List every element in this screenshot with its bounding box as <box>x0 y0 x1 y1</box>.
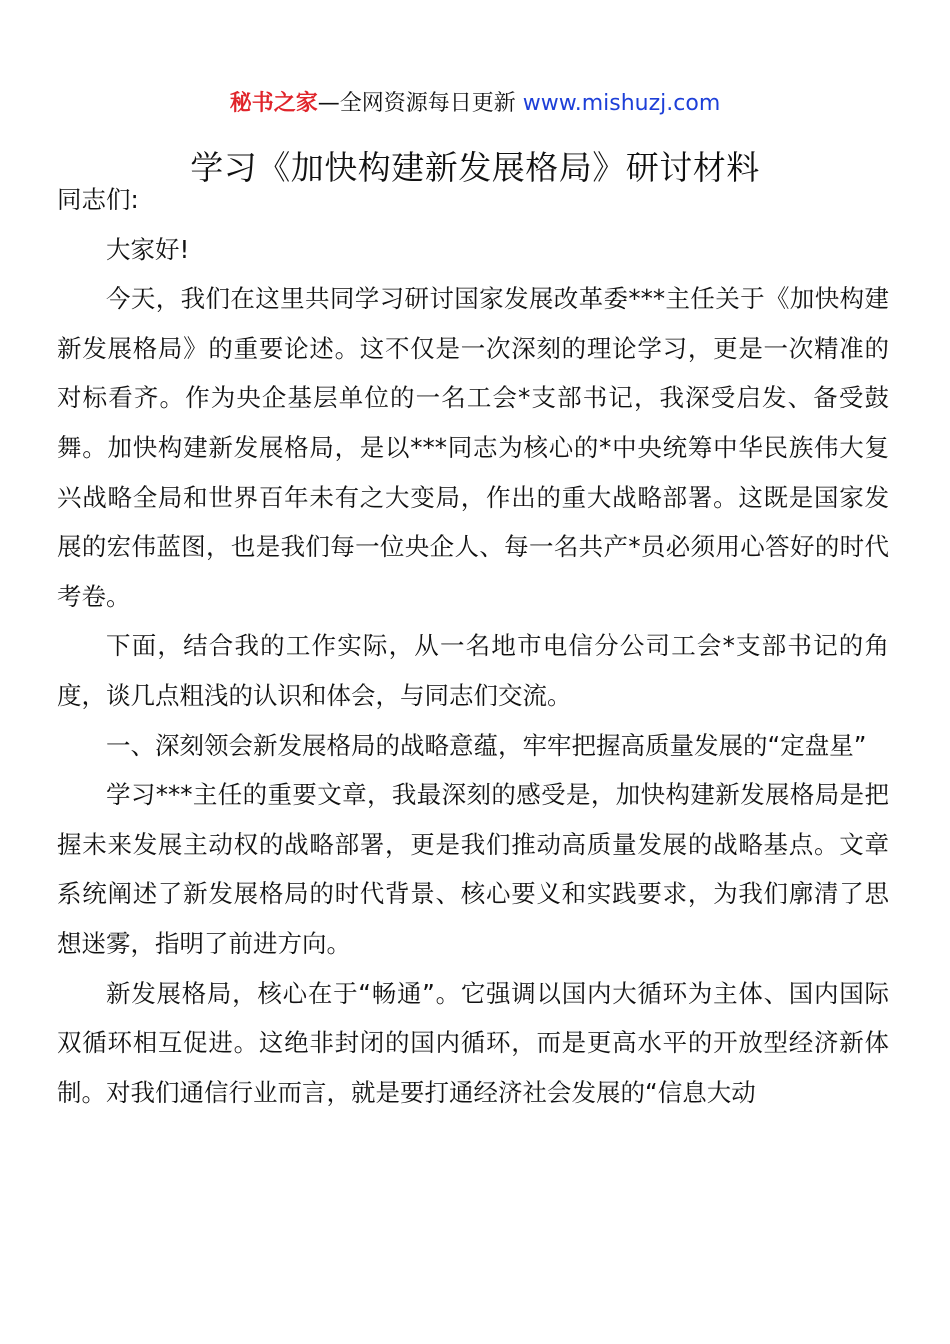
site-url-link[interactable]: www.mishuzj.com <box>522 91 721 116</box>
section-heading: 一、深刻领会新发展格局的战略意蕴，牢牢把握高质量发展的“定盘星” <box>106 730 867 760</box>
salutation: 同志们: <box>57 185 139 214</box>
paragraph: 下面，结合我的工作实际，从一名地市电信分公司工会*支部书记的角度，谈几点粗浅的认识和体会，与同志们交流。 <box>57 631 889 710</box>
paragraph: 新发展格局，核心在于“畅通”。它强调以国内大循环为主体、国内国际双循环相互促进。这绝非封闭的国内循环，而是更高水平的开放型经济新体制。对我们通信行业而言，就是要打通经济社会发展的“信息大动 <box>57 978 889 1107</box>
brand-name: 秘书之家 <box>229 91 318 116</box>
paragraph: 学习***主任的重要文章，我最深刻的感受是，加快构建新发展格局是把握未来发展主动权的战略部署，更是我们推动高质量发展的战略基点。文章系统阐述了新发展格局的时代背景、核心要义和实践要求，为我们廓清了思想迷雾，指明了前进方向。 <box>57 780 889 958</box>
document-title: 学习《加快构建新发展格局》研讨材料 <box>190 148 760 187</box>
header-tagline: —全网资源每日更新 <box>317 91 523 116</box>
site-header <box>0 88 950 120</box>
paragraph: 今天，我们在这里共同学习研讨国家发展改革委***主任关于《加快构建新发展格局》的重要论述。这不仅是一次深刻的理论学习，更是一次精准的对标看齐。作为央企基层单位的一名工会*支部书记，我深受启发、备受鼓舞。加快构建新发展格局，是以***同志为核心的*中央统筹中华民族伟大复兴战略全局和世界百年未有之大变局，作出的重大战略部署。这既是国家发展的宏伟蓝图，也是我们每一位央企人、每一名共产*员必须用心答好的时代考卷。 <box>57 284 889 611</box>
paragraph: 大家好! <box>106 234 190 264</box>
document-body <box>57 175 889 1117</box>
